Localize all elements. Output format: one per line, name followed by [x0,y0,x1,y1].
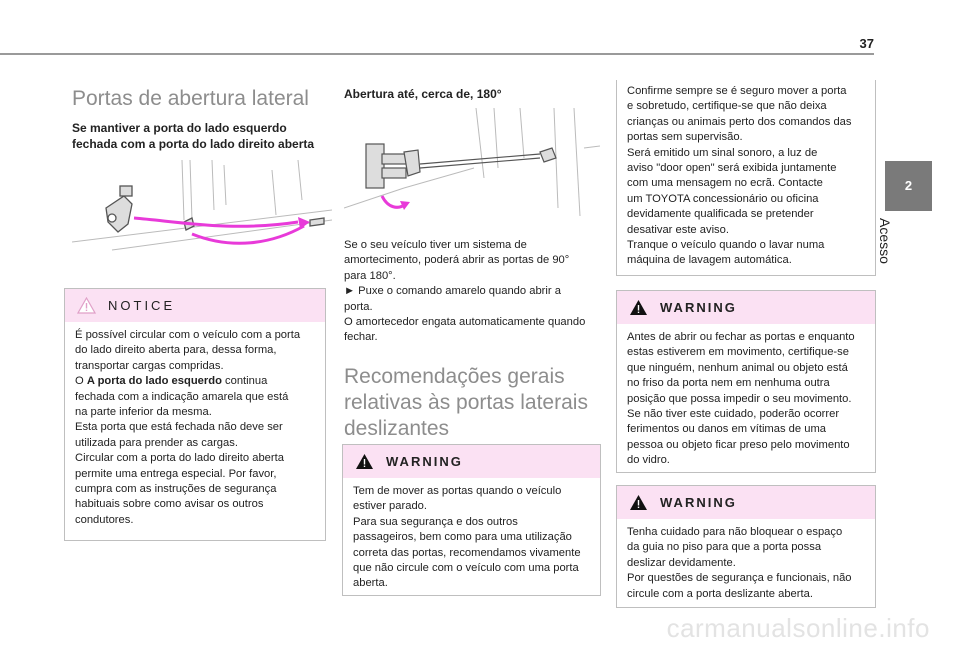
door-latch-illustration [72,160,332,260]
warning-header: WARNING [617,486,875,519]
warning-line: Tenha cuidado para não bloquear o espaço [627,526,843,538]
warning-line: no friso da porta nem em nenhuma outra [627,377,830,390]
notice-line: Esta porta que está fechada não deve ser [75,421,283,434]
body-line: amortecimento, poderá abrir as portas de 90° [344,254,570,267]
warning-line: Tem de mover as portas quando o veículo [353,485,562,497]
motion-arrow [134,218,298,226]
warning-line: estiver parado. [353,500,428,513]
warning-line: que ninguém, nenhum animal ou objeto está [627,361,848,374]
warning-line: Antes de abrir ou fechar as portas e enquanto [627,331,855,343]
body-line: fechar. [344,331,378,344]
body-line: Se o seu veículo tiver um sistema de [344,239,527,251]
warning-line: ferimentos ou danos em vítimas de uma [627,423,826,436]
warning-line: correta das portas, recomendamos vivamente [353,546,581,559]
watermark: carmanualsonline.info [666,613,930,643]
warning-line: pessoa ou objeto ficar preso pelo movimento [627,438,850,451]
notice-line: fechada com a indicação amarela que está [75,390,289,403]
info-line: aviso "door open" será exibida juntamente [627,162,837,175]
info-line: crianças ou animais perto dos comandos das [627,115,852,128]
info-line: um TOYOTA concessionário ou oficina [627,192,819,205]
info-line: Será emitido um sinal sonoro, a luz de [627,146,818,159]
info-line: com uma mensagem no ecrã. Contacte [627,177,823,190]
notice-box [64,288,326,541]
info-line: portas sem supervisão. [627,131,743,144]
notice-line: utilizada para prender as cargas. [75,436,238,449]
chapter-label: Acesso [877,218,893,264]
warning-box-1 [342,444,601,596]
info-line: devidamente qualificada se pretender [627,208,814,221]
info-line: e sobretudo, certifique-se que não deixa [627,100,827,113]
notice-line: transportar cargas compridas. [75,359,224,372]
chapter-tab[interactable]: 2 [885,161,932,211]
page-number: 37 [859,36,874,51]
warning-header: WARNING [343,445,600,478]
info-line: desativar este aviso. [627,223,729,236]
warning-box-2 [616,290,876,473]
section-subtitle: Se mantiver a porta do lado esquerdo fechada com a porta do lado direito aberta [72,121,315,151]
notice-line: do lado direito aberta para, dessa forma, [75,344,277,357]
notice-line: cumpra com as instruções de segurança [75,483,277,496]
notice-line: permite uma entrega especial. Por favor, [75,467,277,480]
warning-line: que não circule com o veículo com uma porta [353,562,579,575]
notice-header: NOTICE [65,289,325,322]
warning-header: WARNING [617,291,875,324]
warning-line: passageiros, bem como para uma utilização [353,531,572,544]
warning-triangle-icon [629,299,648,316]
body-line: porta. [344,300,373,313]
warning-line: Por questões de segurança e funcionais, não [627,572,852,585]
notice-line: O A porta do lado esquerdo continua [75,375,268,388]
warning-line: posição que possa impedir o seu movimento. [627,392,852,405]
warning-line: deslizar devidamente. [627,556,736,569]
warning-line: circule com a porta deslizante aberta. [627,587,813,600]
body-line: ► Puxe o comando amarelo quando abrir a [344,285,561,298]
column-1 [72,86,332,152]
warning-triangle-icon [629,494,648,511]
warning-line: da guia no piso para que a porta possa [627,541,822,554]
notice-line: condutores. [75,513,134,526]
header-rule [0,53,874,55]
warning-line: estas estiverem em movimento, certifique-se [627,346,849,359]
info-line: Confirme sempre se é seguro mover a porta [627,85,847,97]
warning-box-3 [616,485,876,608]
notice-line: É possível circular com o veículo com a porta [75,329,301,341]
section-title-2: Recomendações gerais relativas às portas laterais deslizantes [344,365,588,440]
notice-line: habituais sobre como avisar os outros [75,498,264,511]
warning-line: do vidro. [627,454,670,467]
door-damper-illustration [344,108,600,220]
warning-line: aberta. [353,577,388,590]
column-2 [344,86,604,102]
caution-triangle-icon [77,297,96,314]
notice-line: na parte inferior da mesma. [75,406,212,419]
info-box [616,80,876,276]
info-line: Tranque o veículo quando o lavar numa [627,239,825,252]
column-2-body [344,238,606,346]
notice-line: Circular com a porta do lado direito aberta [75,452,284,465]
body-line: para 180°. [344,269,396,282]
body-line: O amortecedor engata automaticamente quando [344,316,586,329]
warning-triangle-icon [355,453,374,470]
subsection-title: Abertura até, cerca de, 180° [344,87,502,101]
info-line: máquina de lavagem automática. [627,254,792,267]
warning-line: Se não tiver este cuidado, poderão ocorrer [627,408,840,421]
section-title: Portas de abertura lateral [72,87,309,110]
warning-line: Para sua segurança e dos outros [353,515,518,528]
